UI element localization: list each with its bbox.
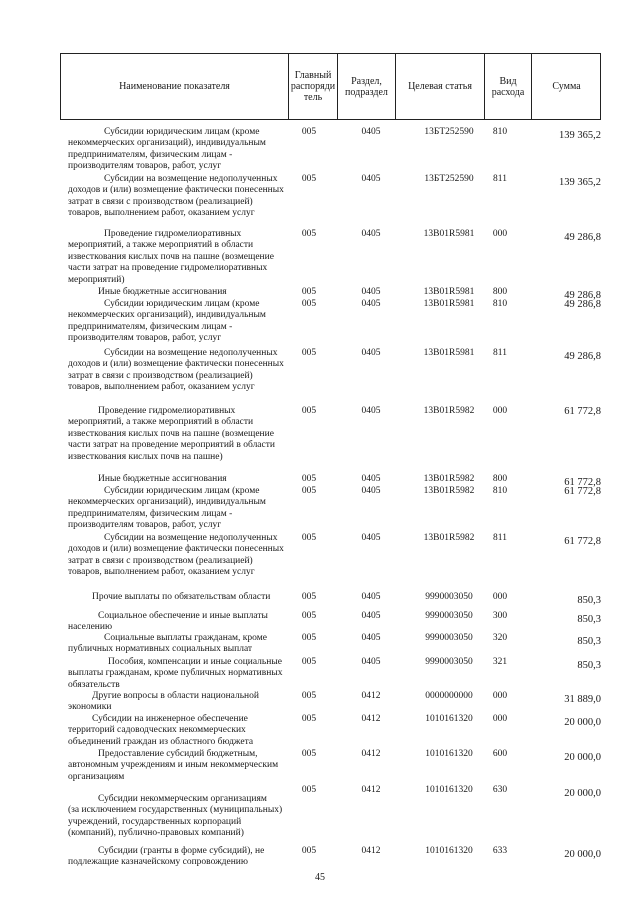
- row-glav: 005: [301, 611, 317, 621]
- row-vid: 811: [493, 348, 507, 358]
- row-glav: 005: [301, 749, 317, 759]
- row-name: Социальные выплаты гражданам, кроме публичных нормативных социальных выплат: [68, 633, 267, 655]
- row-celevaya: 13B01R5982: [423, 533, 475, 543]
- row-razdel: 0412: [361, 749, 381, 759]
- row-vid: 630: [492, 785, 508, 795]
- row-vid: 300: [492, 611, 508, 621]
- row-summa: 850,3: [577, 660, 601, 671]
- row-razdel: 0405: [361, 633, 381, 643]
- row-name: Субсидии на возмещение недополученных доходов и (или) возмещение фактически понесенных затрат в связи с производством (реализацией) товаров, выполнением работ, оказанием услуг: [68, 348, 284, 393]
- row-glav: 005: [301, 406, 317, 416]
- row-razdel: 0405: [361, 657, 381, 667]
- row-glav: 005: [301, 592, 317, 602]
- row-summa: 20 000,0: [564, 717, 601, 728]
- row-vid: 810: [492, 486, 508, 496]
- header-name: Наименование показателя: [119, 81, 230, 92]
- row-celevaya: 13B01R5981: [423, 299, 475, 309]
- row-glav: 005: [301, 229, 317, 239]
- row-vid: 000: [492, 592, 508, 602]
- row-razdel: 0405: [361, 486, 381, 496]
- row-vid: 811: [493, 533, 507, 543]
- row-vid: 800: [492, 474, 508, 484]
- row-glav: 005: [301, 533, 317, 543]
- row-vid: 800: [492, 287, 508, 297]
- row-glav: 005: [301, 348, 317, 358]
- row-summa: 20 000,0: [564, 752, 601, 763]
- table-header: [60, 53, 601, 120]
- row-vid: 000: [492, 406, 508, 416]
- row-vid: 000: [492, 691, 508, 701]
- row-glav: 005: [301, 657, 317, 667]
- row-razdel: 0405: [361, 592, 381, 602]
- row-razdel: 0412: [361, 691, 381, 701]
- row-glav: 005: [301, 299, 317, 309]
- row-razdel: 0405: [361, 174, 381, 184]
- row-celevaya: 9990003050: [425, 657, 473, 667]
- row-razdel: 0405: [361, 533, 381, 543]
- row-name: Субсидии некоммерческим организациям (за исключением государственных (муниципальных) учреждений, государственных корпораций (компаний), публично-правовых компаний): [68, 794, 283, 839]
- row-celevaya: 13БT252590: [424, 127, 474, 137]
- row-name: Прочие выплаты по обязательствам области: [92, 592, 271, 602]
- row-glav: 005: [301, 174, 317, 184]
- row-glav: 005: [301, 714, 317, 724]
- row-razdel: 0405: [361, 229, 381, 239]
- row-summa: 49 286,8: [564, 232, 601, 243]
- row-razdel: 0412: [361, 846, 381, 856]
- row-celevaya: 13B01R5982: [423, 406, 475, 416]
- row-summa: 850,3: [577, 595, 601, 606]
- row-razdel: 0412: [361, 714, 381, 724]
- row-summa: 850,3: [577, 614, 601, 625]
- row-celevaya: 13B01R5981: [423, 229, 475, 239]
- header-summa: Сумма: [531, 54, 601, 119]
- row-summa: 31 889,0: [564, 694, 601, 705]
- row-vid: 320: [492, 633, 508, 643]
- row-glav: 005: [301, 846, 317, 856]
- row-summa: 61 772,8: [564, 536, 601, 547]
- row-summa: 20 000,0: [564, 788, 601, 799]
- row-summa: 49 286,8: [564, 351, 601, 362]
- row-summa: 61 772,8: [564, 406, 601, 417]
- row-razdel: 0405: [361, 611, 381, 621]
- row-celevaya: 1010161320: [425, 785, 473, 795]
- row-name: Иные бюджетные ассигнования: [98, 474, 227, 484]
- row-vid: 633: [492, 846, 508, 856]
- row-name: Проведение гидромелиоративных мероприятий, а также мероприятий в области известкования кислых почв на пашне (возмещение части затрат на проведение мероприятий в области известкования кислых почв на пашне): [68, 406, 275, 462]
- row-vid: 600: [492, 749, 508, 759]
- row-celevaya: 13БT252590: [424, 174, 474, 184]
- row-celevaya: 0000000000: [425, 691, 473, 701]
- row-glav: 005: [301, 127, 317, 137]
- row-celevaya: 1010161320: [425, 749, 473, 759]
- row-glav: 005: [301, 691, 317, 701]
- row-name: Предоставление субсидий бюджетным, автономным учреждениям и иным некоммерческим организациям: [68, 749, 279, 782]
- row-vid: 000: [492, 714, 508, 724]
- row-summa: 49 286,8: [564, 290, 601, 301]
- row-summa: 20 000,0: [564, 849, 601, 860]
- row-summa: 61 772,8: [564, 486, 601, 497]
- row-celevaya: 13B01R5982: [423, 486, 475, 496]
- row-vid: 810: [492, 127, 508, 137]
- row-vid: 811: [493, 174, 507, 184]
- row-celevaya: 13B01R5982: [423, 474, 475, 484]
- row-celevaya: 9990003050: [425, 592, 473, 602]
- row-summa: 49 286,8: [564, 299, 601, 310]
- row-name: Проведение гидромелиоративных мероприятий, а также мероприятий в области известкования кислых почв на пашне (возмещение части затрат на проведение гидромелиоративных мероприятий): [68, 229, 274, 285]
- row-razdel: 0405: [361, 406, 381, 416]
- row-name: Иные бюджетные ассигнования: [98, 287, 227, 297]
- row-glav: 005: [301, 785, 317, 795]
- row-vid: 000: [492, 229, 508, 239]
- row-celevaya: 13B01R5981: [423, 348, 475, 358]
- row-glav: 005: [301, 474, 317, 484]
- row-celevaya: 9990003050: [425, 611, 473, 621]
- row-summa: 139 365,2: [559, 177, 601, 188]
- row-summa: 61 772,8: [564, 477, 601, 488]
- row-celevaya: 1010161320: [425, 714, 473, 724]
- row-celevaya: 1010161320: [425, 846, 473, 856]
- row-name: Субсидии юридическим лицам (кроме некоммерческих организаций), индивидуальным предпринимателям, физическим лицам - производителям товаров, работ, услуг: [68, 127, 266, 172]
- row-glav: 005: [301, 486, 317, 496]
- row-glav: 005: [301, 633, 317, 643]
- row-vid: 321: [492, 657, 508, 667]
- row-name: Субсидии (гранты в форме субсидий), не подлежащие казначейскому сопровождению: [68, 846, 265, 868]
- row-razdel: 0412: [361, 785, 381, 795]
- row-razdel: 0405: [361, 287, 381, 297]
- row-name: Субсидии юридическим лицам (кроме некоммерческих организаций), индивидуальным предпринимателям, физическим лицам - производителям товаров, работ, услуг: [68, 299, 266, 344]
- row-summa: 850,3: [577, 636, 601, 647]
- row-vid: 810: [492, 299, 508, 309]
- row-name: Субсидии на инженерное обеспечение территорий садоводческих некоммерческих объединений граждан из областного бюджета: [68, 714, 254, 747]
- row-razdel: 0405: [361, 127, 381, 137]
- row-name: Субсидии на возмещение недополученных доходов и (или) возмещение фактически понесенных затрат в связи с производством (реализацией) товаров, выполнением работ, оказанием услуг: [68, 174, 284, 219]
- row-razdel: 0405: [361, 299, 381, 309]
- row-razdel: 0405: [361, 348, 381, 358]
- header-vid: Вид расхода: [484, 54, 531, 119]
- header-glav: Главный распоряди тель: [288, 54, 337, 119]
- row-celevaya: 9990003050: [425, 633, 473, 643]
- row-razdel: 0405: [361, 474, 381, 484]
- row-name: Субсидии юридическим лицам (кроме некоммерческих организаций), индивидуальным предпринимателям, физическим лицам - производителям товаров, работ, услуг: [68, 486, 266, 531]
- row-celevaya: 13B01R5981: [423, 287, 475, 297]
- row-name: Субсидии на возмещение недополученных доходов и (или) возмещение фактически понесенных затрат в связи с производством (реализацией) товаров, выполнением работ, оказанием услуг: [68, 533, 284, 578]
- row-name: Пособия, компенсации и иные социальные выплаты гражданам, кроме публичных нормативных обязательств: [68, 657, 283, 690]
- page-number: 45: [315, 872, 325, 883]
- row-name: Социальное обеспечение и иные выплаты населению: [68, 611, 268, 633]
- row-name: Другие вопросы в области национальной экономики: [68, 691, 259, 713]
- row-summa: 139 365,2: [559, 130, 601, 141]
- header-razdel: Раздел, подраздел: [337, 54, 395, 119]
- row-glav: 005: [301, 287, 317, 297]
- header-celevaya: Целевая статья: [395, 54, 484, 119]
